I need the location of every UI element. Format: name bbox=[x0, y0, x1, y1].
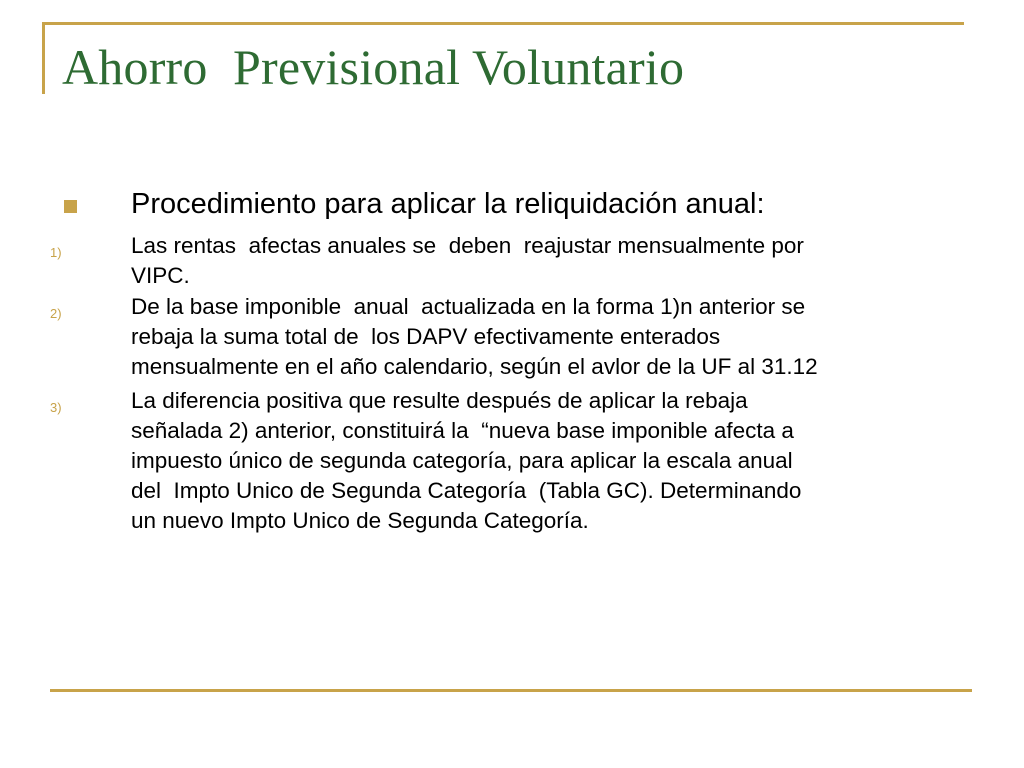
item-number: 2) bbox=[50, 306, 62, 321]
item-text: La diferencia positiva que resulte después de aplicar la rebaja señalada 2) anterior, constituirá la “nueva base imponible afecta a impuesto único de segunda categoría, para aplicar la escala anual del Impto Unico de Segunda Categoría (Tabla GC). Determinando un nuevo Impto Unico de Segunda Categoría. bbox=[131, 388, 802, 533]
slide-title: Ahorro Previsional Voluntario bbox=[62, 39, 685, 95]
slide-heading: Procedimiento para aplicar la reliquidación anual: bbox=[131, 188, 765, 220]
item-number: 3) bbox=[50, 400, 62, 415]
item-text: Las rentas afectas anuales se deben reajustar mensualmente por VIPC. bbox=[131, 233, 804, 288]
frame-top-line bbox=[42, 22, 964, 25]
item-number: 1) bbox=[50, 245, 62, 260]
heading-bullet bbox=[64, 200, 77, 213]
frame-left-line bbox=[42, 22, 45, 94]
frame-bottom-line bbox=[50, 689, 972, 692]
item-text: De la base imponible anual actualizada en la forma 1)n anterior se rebaja la suma total de los DAPV efectivamente enterados mensualmente en el año calendario, según el avlor de la UF al 31.12 bbox=[131, 294, 818, 379]
